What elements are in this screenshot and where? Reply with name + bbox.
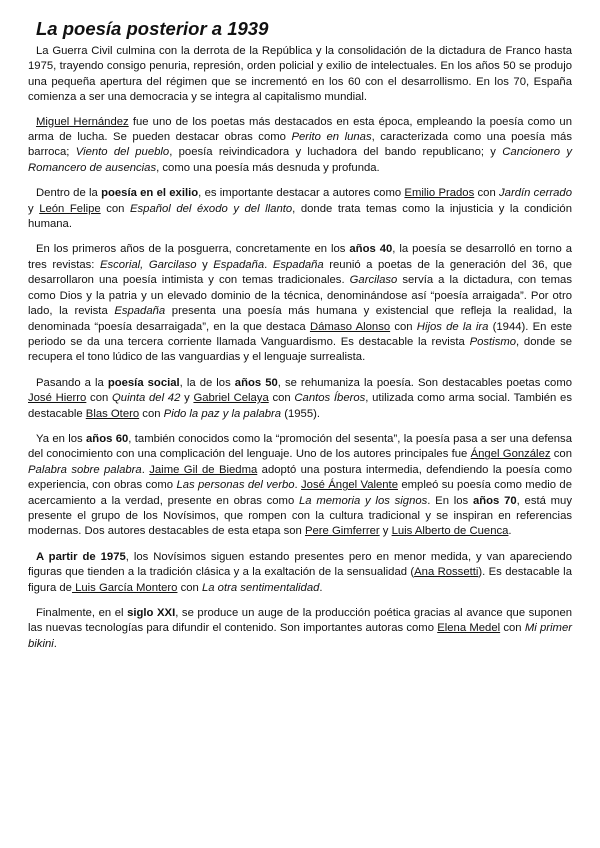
text-run: (1944). En este periodo se da una tercera corriente llamada Vanguardismo. Es destacable la revista: [28, 320, 573, 348]
text-run: , también conocidos como la “promoción del sesenta”, la poesía pasa a ser una defensa del conocimiento con una complicación del lenguaje. Uno de los autores principales fue: [28, 432, 572, 461]
paragraph-poesia-social: [28, 376, 572, 422]
bold-term: años 50: [234, 376, 278, 389]
text-run: adoptó una postura intermedia, defendiendo la poesía como experiencia, con obras como: [28, 463, 572, 492]
italic-title: Espadaña: [272, 258, 324, 271]
italic-title: Mi primer bikini: [28, 622, 572, 650]
text-run: La Guerra Civil culmina con la derrota de la República y la consolidación de la dictadura de Franco hasta 1975, trayendo consigo penuria, represión, orden policial y exilio de intelectuales. En los años 50 se produjo una pequeña apertura del régimen que se incrementó en los 60 con el desarrollismo. En los 70, España comienza a ser una democracia y se integra al capitalismo mundial.: [28, 45, 572, 104]
text-run: , se rehumaniza la poesía. Son destacables poetas como: [277, 376, 573, 389]
underlined-name: Blas Otero: [85, 407, 140, 420]
text-run: con: [550, 448, 573, 461]
italic-title: Español del éxodo y del llanto: [129, 202, 293, 215]
text-run: En los primeros años de la posguerra, concretamente en los: [36, 243, 350, 256]
text-run: , es importante destacar a autores como: [198, 187, 405, 200]
text-run: .: [319, 581, 323, 594]
text-run: con: [500, 622, 525, 635]
text-run: Finalmente, en el: [36, 607, 128, 619]
bold-term: años 70: [472, 494, 517, 507]
italic-title: Jardín cerrado: [499, 187, 572, 200]
bold-term: poesía social: [107, 376, 180, 389]
italic-title: Palabra sobre palabra: [28, 463, 142, 476]
page-title: La poesía posterior a 1939: [36, 18, 269, 39]
italic-title: Quinta del 42: [112, 392, 181, 405]
text-run: , se produce un auge de la producción poética gracias al avance que suponen las nuevas tecnologías para difundir el contenido. Son importantes autoras como: [28, 607, 573, 635]
underlined-name: León Felipe: [39, 202, 101, 215]
underlined-name: Dámaso Alonso: [309, 320, 391, 333]
text-run: servía a la dictadura, con temas como Dios y la patria y un elevado dominio de la técnica, denominándose así “poesía arraigada”. Por otro lado, la revista: [28, 274, 572, 318]
bold-term: años 60: [86, 432, 129, 445]
text-run: con: [177, 581, 202, 594]
text-run: .: [294, 479, 302, 492]
text-run: Pasando a la: [36, 376, 108, 389]
text-run: , como una poesía más desnuda y profunda.: [156, 161, 380, 174]
text-run: Ya en los: [36, 432, 87, 445]
text-run: , donde se recupera el tono lúdico de las vanguardias y el lenguaje surrealista.: [28, 335, 573, 364]
italic-title: Perito en lunas: [291, 131, 372, 144]
italic-title: Espadaña: [213, 258, 265, 271]
text-run: .: [264, 258, 273, 271]
italic-title: Espadaña: [114, 305, 166, 318]
text-run: (1955).: [281, 407, 321, 420]
paragraph-poesia-exilio: [28, 186, 572, 232]
text-run: y: [196, 258, 214, 271]
underlined-name: Miguel Hernández: [36, 115, 129, 128]
text-run: y: [379, 525, 392, 538]
underlined-name: José Ángel Valente: [301, 479, 398, 492]
bold-term: siglo XXI: [127, 607, 176, 619]
underlined-name: Luis García Montero: [71, 581, 178, 594]
bold-term: años 40: [349, 243, 393, 256]
paragraph-historical-context: [28, 44, 572, 106]
text-run: . En los: [427, 494, 473, 507]
underlined-name: Ángel González: [470, 448, 551, 461]
underlined-name: Gabriel Celaya: [193, 392, 269, 405]
italic-title: La otra sentimentalidad: [201, 581, 320, 594]
underlined-name: Luis Alberto de Cuenca: [391, 525, 509, 538]
text-run: y: [180, 392, 194, 405]
paragraph-a-partir-1975: [28, 550, 572, 596]
underlined-name: Elena Medel: [437, 622, 501, 635]
italic-title: Garcilaso: [349, 274, 398, 287]
italic-title: Las personas del verbo: [176, 479, 295, 492]
text-run: con: [100, 202, 130, 215]
text-run: , donde trata temas como la injusticia y la condición humana.: [28, 202, 572, 231]
bold-term: poesía en el exilio: [101, 187, 199, 200]
underlined-name: Pere Gimferrer: [304, 525, 380, 538]
text-run: empleó su poesía como medio de acercamiento a la verdad, presente en obras como: [28, 479, 572, 507]
text-run: , está muy presente el grupo de los Novísimos, que rompen con la cultura tradicional y se inspiran en referencias modernas. Dos autores destacables de esta etapa son: [28, 494, 572, 538]
text-run: .: [141, 463, 150, 476]
text-run: con: [390, 320, 417, 333]
text-run: con: [268, 392, 295, 405]
text-run: , utilizada como arma social. También es destacable: [28, 392, 572, 420]
paragraph-anos-40: [28, 242, 572, 365]
text-run: presenta una poesía más humana y existencial que refleja la realidad, la denominada “poesía desarraigada”, en la que destaca: [28, 305, 572, 333]
text-run: , la de los: [179, 376, 235, 389]
paragraph-anos-60-70: [28, 432, 572, 540]
text-run: , los Novísimos siguen estando presentes pero en menor medida, y van apareciendo figuras que tienden a la tradición clásica y a la exaltación de la sensualidad (: [28, 550, 572, 579]
italic-title: Escorial, Garcilaso: [99, 258, 197, 271]
italic-title: Postismo: [469, 335, 517, 348]
text-run: ). Es destacable la figura de: [28, 566, 572, 594]
text-run: fue uno de los poetas más destacados en esta época, empleando la poesía como un arma de lucha. Se pueden destacar obras como: [28, 115, 572, 144]
bold-term: A partir de 1975: [36, 550, 126, 563]
paragraph-siglo-xxi: [28, 606, 572, 652]
underlined-name: José Hierro: [28, 392, 87, 405]
text-run: reunió a poetas de la generación del 36, que desarrollaron una poesía intimista y con temas tradicionales.: [28, 258, 573, 287]
text-run: y: [28, 202, 40, 215]
underlined-name: Jaime Gil de Biedma: [149, 463, 258, 476]
italic-title: Cantos Íberos: [294, 392, 366, 405]
italic-title: Viento del pueblo: [75, 146, 170, 159]
text-run: , poesía reivindicadora y luchadora del bando republicano; y: [169, 146, 503, 159]
italic-title: La memoria y los signos: [299, 494, 428, 507]
italic-title: Cancionero y Romancero de ausencias: [28, 146, 572, 174]
paragraph-miguel-hernandez: [28, 115, 572, 177]
text-run: con: [139, 407, 164, 420]
text-run: Dentro de la: [36, 187, 102, 200]
underlined-name: Emilio Prados: [404, 187, 475, 200]
text-run: .: [508, 525, 512, 538]
text-run: con: [474, 187, 500, 200]
text-run: , la poesía se desarrolló en torno a tres revistas:: [28, 243, 572, 271]
text-run: .: [53, 637, 57, 650]
text-run: , caracterizada como una poesía más barroca;: [28, 131, 572, 159]
italic-title: Pido la paz y la palabra: [163, 407, 282, 420]
text-run: con: [86, 392, 112, 405]
underlined-name: Ana Rossetti: [414, 566, 479, 579]
italic-title: Hijos de la ira: [416, 320, 489, 333]
